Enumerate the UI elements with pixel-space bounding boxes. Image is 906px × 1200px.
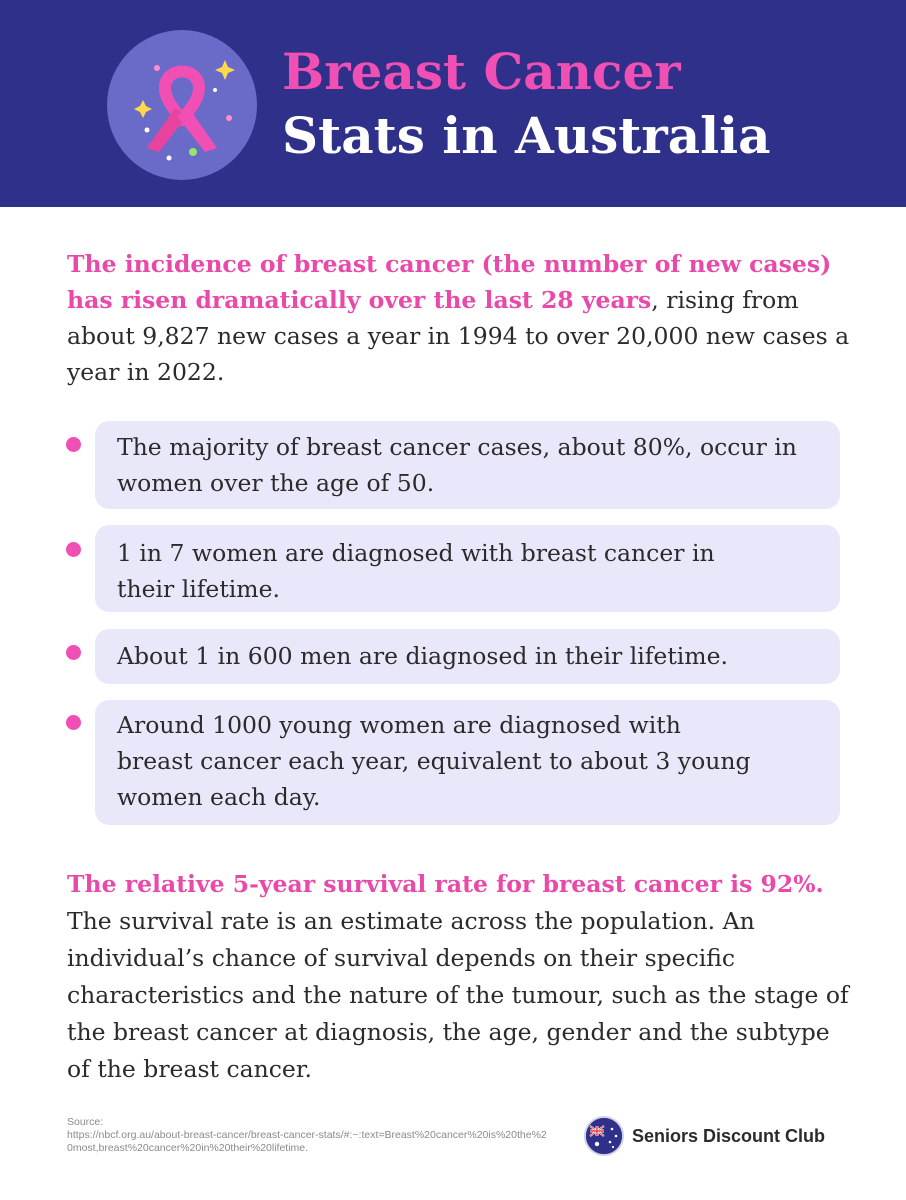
source-label: Source: bbox=[67, 1116, 104, 1128]
stat-text: About 1 in 600 men are diagnosed in their lifetime. bbox=[117, 642, 728, 670]
source-link[interactable]: https://nbcf.org.au/about-breast-cancer/breast-cancer-stats/#:~:text=Breast%20cancer%20is%20the%20most,breast%20cancer%20in%20their%20lifetime. bbox=[67, 1129, 547, 1154]
page-title-line1: Breast Cancer bbox=[282, 42, 681, 101]
intro-highlight: The incidence of breast cancer (the number of new cases) has risen dramatically over the last 28 years bbox=[67, 250, 832, 314]
stat-text: Around 1000 young women are diagnosed with breast cancer each year, equivalent to about 3 young women each day. bbox=[117, 711, 751, 811]
pink-ribbon-icon bbox=[107, 30, 257, 180]
survival-paragraph bbox=[67, 866, 857, 1088]
bullet-dot-icon bbox=[66, 542, 81, 557]
header-banner bbox=[0, 0, 906, 207]
intro-text: , rising from about 9,827 new cases a year in 1994 to over 20,000 new cases a year in 2022. bbox=[67, 286, 850, 386]
australian-flag-logo-icon bbox=[584, 1116, 624, 1156]
survival-highlight: The relative 5-year survival rate for breast cancer is 92%. bbox=[67, 870, 824, 898]
stat-text: The majority of breast cancer cases, about 80%, occur in women over the age of 50. bbox=[117, 433, 797, 497]
survival-text: The survival rate is an estimate across the population. An individual’s chance of survival depends on their specific characteristics and the nature of the tumour, such as the stage of the breast cancer at diagnosis, the age, gender and the subtype of the breast cancer. bbox=[67, 907, 849, 1083]
stat-card-1 bbox=[95, 421, 840, 509]
brand-logo-block[interactable] bbox=[584, 1115, 825, 1157]
page-title-line2: Stats in Australia bbox=[282, 106, 771, 165]
brand-name: Seniors Discount Club bbox=[632, 1125, 826, 1146]
stat-card-4 bbox=[95, 700, 840, 825]
intro-paragraph bbox=[67, 246, 857, 390]
bullet-dot-icon bbox=[66, 715, 81, 730]
stat-text: 1 in 7 women are diagnosed with breast cancer in their lifetime. bbox=[117, 539, 715, 603]
stat-card-2 bbox=[95, 525, 840, 612]
stat-card-3 bbox=[95, 629, 840, 684]
bullet-dot-icon bbox=[66, 437, 81, 452]
source-citation bbox=[67, 1116, 547, 1155]
bullet-dot-icon bbox=[66, 645, 81, 660]
